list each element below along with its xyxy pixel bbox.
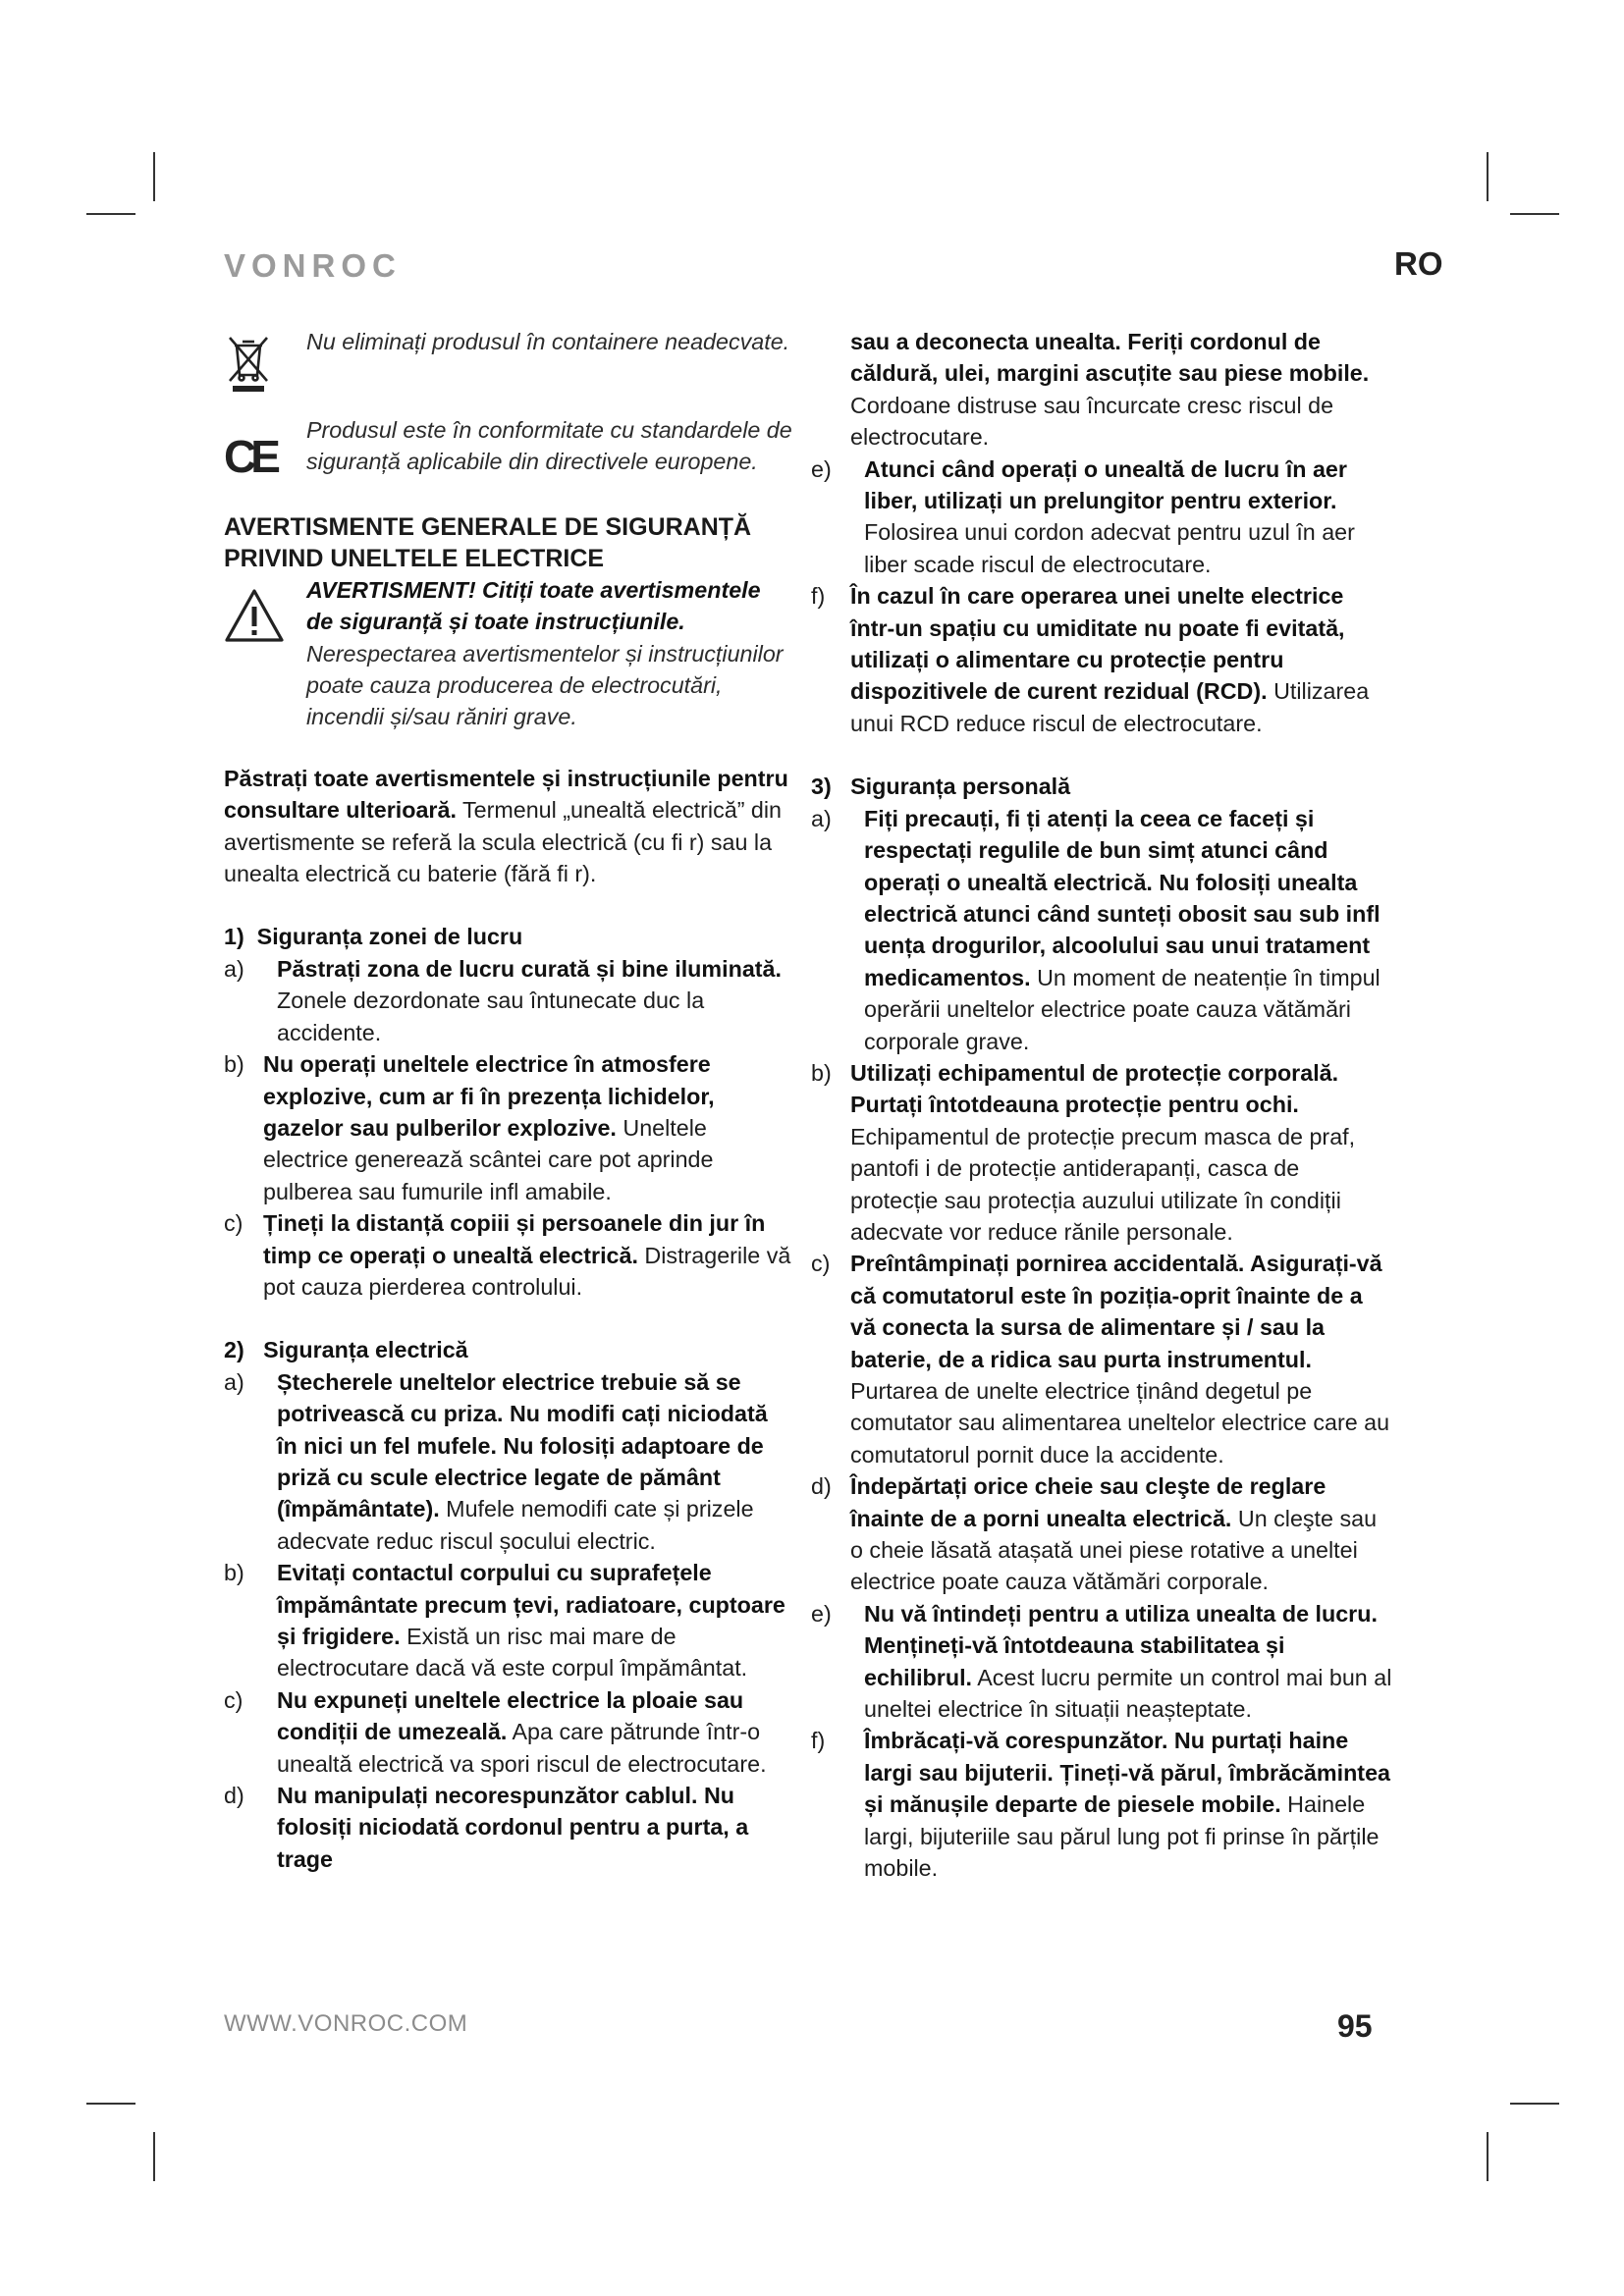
page-number: 95	[1337, 2008, 1373, 2044]
crop-mark	[86, 2103, 135, 2105]
list-item	[224, 1207, 793, 1303]
warning-body: Nerespectarea avertismentelor și instrucțiunilor poate cauza producerea de electrocutări, incendii și/sau răniri grave.	[306, 640, 784, 730]
section-3-heading	[811, 771, 1392, 802]
list-item-continuation	[811, 326, 1392, 454]
item-letter: b)	[811, 1059, 832, 1086]
keep-bold: Păstrați toate avertismentele și instrucțiunile pentru consultare ulterioară.	[224, 765, 788, 824]
language-code: RO	[1394, 245, 1443, 282]
list-item	[224, 1780, 793, 1875]
section-title: Siguranța electrică	[263, 1337, 468, 1363]
list-item	[811, 1598, 1392, 1726]
item-letter: a)	[224, 955, 244, 982]
item-text: Apa care pătrunde într-o unealtă electrică va spori riscul de electrocutare.	[277, 1719, 767, 1777]
item-text: Există un risc mai mare de electrocutare dacă vă este corpul împământat.	[277, 1624, 748, 1682]
item-text: Echipamentul de protecție precum masca de praf, pantofi i de protecție antiderapanți, casca de protecție sau protecția auzului utilizate în condiții adecvate vor reduce rănile personale.	[850, 1123, 1356, 1245]
symbol-text: Nu eliminați produsul în containere neadecvate.	[306, 329, 790, 354]
item-bold: În cazul în care operarea unei unelte electrice într-un spațiu cu umiditate nu poate fi evitată, utilizați o alimentare cu protecție pentru dispozitivele de curent rezidual (RCD).	[850, 583, 1345, 705]
section-number: 3)	[811, 774, 832, 800]
item-text: Utilizarea unui RCD reduce riscul de electrocutare.	[850, 678, 1370, 736]
item-text: Distragerile vă pot cauza pierderea controlului.	[263, 1242, 791, 1300]
symbol-row-ce	[224, 414, 793, 482]
warning-bold: AVERTISMENT! Citiți toate avertismentele de siguranță și toate instrucțiunile.	[306, 576, 761, 635]
item-letter: f)	[811, 1728, 826, 1754]
item-letter: e)	[811, 455, 832, 482]
section-title: Siguranța personală	[850, 774, 1071, 800]
item-letter: d)	[811, 1473, 832, 1500]
warning-triangle-icon	[224, 588, 285, 651]
right-column	[811, 326, 1392, 1885]
footer-website: WWW.VONROC.COM	[224, 2010, 468, 2037]
list-item	[811, 803, 1392, 1057]
crop-mark	[1487, 2132, 1489, 2181]
item-text: Uneltele electrice generează scântei care pot aprinde pulberea sau fumurile infl amabile.	[263, 1114, 714, 1204]
item-text: Mufele nemodifi cate și prizele adecvate reduc riscul șocului electric.	[277, 1496, 754, 1554]
item-letter: c)	[224, 1210, 244, 1237]
item-text: Acest lucru permite un control mai bun al uneltei electrice în situații neașteptate.	[864, 1664, 1392, 1723]
item-letter: f)	[811, 583, 826, 610]
item-text: Un cleşte sau o cheie lăsată atașată unei piese rotative a uneltei electrice poate cauza vătămări corporale.	[850, 1505, 1378, 1595]
list-item	[811, 1725, 1392, 1884]
keep-instructions-paragraph	[224, 763, 793, 890]
item-text: Zonele dezordonate sau întunecate duc la accidente.	[277, 988, 705, 1045]
list-item	[811, 1248, 1392, 1470]
item-letter: b)	[224, 1051, 244, 1078]
item-letter: d)	[224, 1783, 244, 1809]
section-2-heading	[224, 1334, 793, 1365]
left-column	[224, 326, 793, 1875]
list-item	[224, 1684, 793, 1780]
crop-mark	[1510, 2103, 1559, 2105]
ce-mark-icon: CE	[224, 431, 275, 482]
item-letter: c)	[224, 1686, 244, 1713]
crop-mark	[153, 152, 155, 201]
item-text: Hainele largi, bijuteriile sau părul lung pot fi prinse în părțile mobile.	[864, 1791, 1380, 1882]
crop-mark	[86, 213, 135, 215]
item-text: Folosirea unui cordon adecvat pentru uzul în aer liber scade riscul de electrocutare.	[864, 519, 1355, 577]
item-bold: Evitați contactul corpului cu suprafețele împământate precum țevi, radiatoare, cuptoare și frigidere.	[277, 1560, 785, 1649]
list-item	[811, 1470, 1392, 1598]
item-bold: Fiți precauți, fi ți atenți la ceea ce faceți și respectați regulile de bun simț atunci când operați o unealtă electrică. Nu folosiți unealta electrică atunci când sunteți obosit sau sub infl uența drogurilor, alcoolului sau unui tratament medicamentos.	[864, 805, 1380, 990]
item-bold: Nu expuneți uneltele electrice la ploaie sau condiții de umezeală.	[277, 1686, 744, 1745]
section-1-heading	[224, 921, 793, 952]
list-item	[224, 1366, 793, 1557]
item-text: Un moment de neatenție în timpul operării uneltelor electrice poate cauza vătămări corporale grave.	[864, 964, 1380, 1054]
keep-text: Termenul „unealtă electrică” din avertismente se referă la scula electrică (cu fi r) sau la unealta electrică cu baterie (fără fi r).	[224, 797, 783, 887]
section-number: 1)	[224, 924, 244, 950]
crop-mark	[153, 2132, 155, 2181]
symbol-row-disposal	[224, 326, 793, 385]
item-letter: c)	[811, 1251, 831, 1277]
list-item	[811, 454, 1392, 581]
item-bold: Nu vă întindeți pentru a utiliza unealta de lucru. Mențineți-vă întotdeauna stabilitatea și echilibrul.	[864, 1600, 1378, 1690]
crossed-out-bin-icon	[224, 332, 273, 402]
crop-mark	[1510, 213, 1559, 215]
item-bold: Nu operați uneltele electrice în atmosfere explozive, cum ar fi în prezența lichidelor, gazelor sau pulberilor explozive.	[263, 1051, 715, 1141]
list-item	[224, 1048, 793, 1207]
item-letter: b)	[224, 1560, 244, 1586]
section-title: Siguranța zonei de lucru	[256, 924, 523, 950]
item-text: Cordoane distruse sau încurcate cresc riscul de electrocutare.	[850, 392, 1334, 451]
item-bold: Preîntâmpinați pornirea accidentală. Asigurați-vă că comutatorul este în poziția-oprit înainte de a vă conecta la sursa de alimentare și / sau la baterie, de a ridica sau purta instrumentul.	[850, 1251, 1382, 1372]
symbol-text: Produsul este în conformitate cu standardele de siguranță aplicabile din directivele europene.	[306, 417, 792, 475]
warning-text	[306, 574, 793, 733]
item-bold: Îndepărtați orice cheie sau cleşte de reglare înainte de a porni unealta electrică.	[850, 1473, 1326, 1531]
item-bold: Păstrați zona de lucru curată și bine iluminată.	[277, 955, 782, 982]
item-bold: Utilizați echipamentul de protecție corporală. Purtați întotdeauna protecție pentru ochi.	[850, 1059, 1339, 1118]
section-heading: AVERTISMENTE GENERALE DE SIGURANȚĂ PRIVIND UNELTELE ELECTRICE	[224, 512, 752, 572]
list-item	[224, 1557, 793, 1684]
list-item	[811, 580, 1392, 739]
item-bold: Ștecherele uneltelor electrice trebuie să se potrivească cu priza. Nu modifi cați niciodată în nici un fel mufele. Nu folosiți adaptoare de priză cu scule electrice legate de pământ (împământate).	[277, 1368, 768, 1522]
item-bold: Nu manipulați necorespunzător cablul. Nu folosiți niciodată cordonul pentru a purta, a trage	[277, 1783, 749, 1872]
item-text: Purtarea de unelte electrice ținând degetul pe comutator sau alimentarea uneltelor electrice care au comutatorul pornit duce la accidente.	[850, 1378, 1390, 1468]
item-bold: Îmbrăcați-vă corespunzător. Nu purtați haine largi sau bijuterii. Țineți-vă părul, îmbrăcămintea și mănușile departe de piesele mobile.	[864, 1728, 1390, 1818]
list-item	[224, 953, 793, 1048]
warning-block	[224, 574, 793, 733]
item-letter: a)	[811, 805, 832, 831]
item-bold: sau a deconecta unealta. Feriți cordonul de căldură, ulei, margini ascuțite sau piese mobile.	[850, 329, 1370, 387]
brand-logo: VONROC	[224, 247, 402, 284]
item-letter: e)	[811, 1600, 832, 1627]
item-bold: Țineți la distanță copiii și persoanele din jur în timp ce operați o unealtă electrică.	[263, 1210, 766, 1268]
item-letter: a)	[224, 1368, 244, 1395]
section-number: 2)	[224, 1337, 244, 1363]
item-bold: Atunci când operați o unealtă de lucru în aer liber, utilizați un prelungitor pentru exterior.	[864, 455, 1347, 514]
list-item	[811, 1057, 1392, 1248]
crop-mark	[1487, 152, 1489, 201]
